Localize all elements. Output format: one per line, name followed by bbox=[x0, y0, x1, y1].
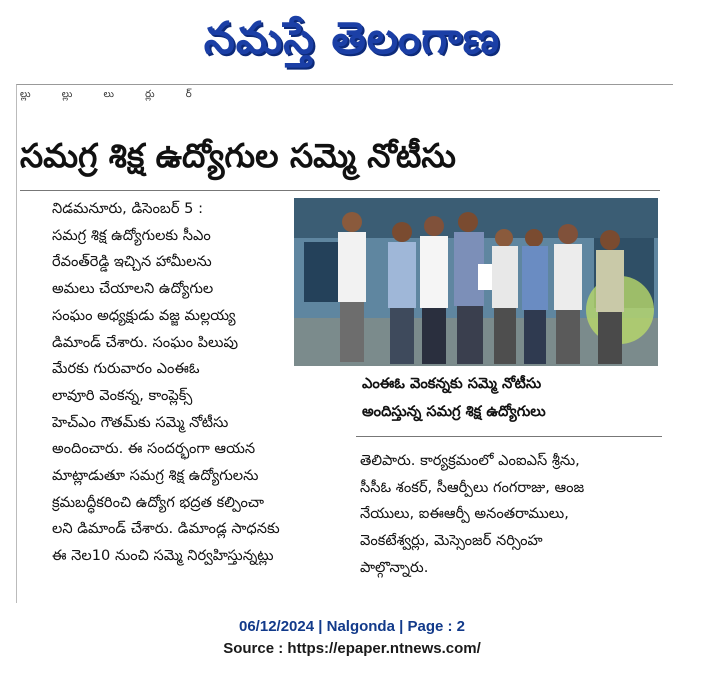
article-line: డిమాండ్ చేశారు. సంఘం పిలుపు bbox=[52, 333, 239, 351]
caption-line: ఎంఈఓ వెంకన్నకు సమ్మె నోటీసు bbox=[362, 375, 542, 392]
caption-divider bbox=[356, 436, 662, 437]
article-line: తెలిపారు. కార్యక్రమంలో ఎంఐఎస్ శ్రీను, bbox=[360, 452, 580, 469]
article-line: ఈ నెల10 నుంచి సమ్మె నిర్వహిస్తున్నట్లు bbox=[52, 547, 274, 565]
article-line: హెచ్‌ఎం గౌతమ్‌కు సమ్మె నోటీసు bbox=[52, 413, 229, 431]
article-line: క్రమబద్ధీకరించి ఉద్యోగ భద్రత కల్పించా bbox=[52, 493, 264, 511]
clipping-footer bbox=[0, 616, 704, 660]
previous-article-cut-line bbox=[20, 88, 660, 102]
article-line: అందించారు. ఈ సందర్భంగా ఆయన bbox=[52, 440, 256, 458]
article-line: సంఘం అధ్యక్షుడు వజ్జ మల్లయ్య bbox=[52, 306, 236, 324]
article-line: మేరకు గురువారం ఎంఈఓ bbox=[52, 360, 200, 378]
article-line: లావూరి వెంకన్న, కాంప్లెక్స్ bbox=[52, 386, 193, 404]
edition-info: 06/12/2024 | Nalgonda | Page : 2 bbox=[239, 618, 465, 635]
group-photo-image bbox=[294, 198, 658, 366]
article-line: నిడమనూరు, డిసెంబర్ 5 : bbox=[52, 200, 203, 217]
article-body-right bbox=[360, 448, 660, 582]
article-line: సమగ్ర శిక్ష ఉద్యోగులకు సీఎం bbox=[52, 226, 211, 244]
article-line: పాల్గొన్నారు. bbox=[360, 558, 429, 576]
article-line: మాట్లాడుతూ సమగ్ర శిక్ష ఉద్యోగులను bbox=[52, 467, 259, 485]
article-line: లని డిమాండ్ చేశారు. డిమాండ్ల సాధనకు bbox=[52, 520, 280, 538]
article-line: వెంకటేశ్వర్లు, మెస్సెంజర్ నర్సింహ bbox=[360, 532, 543, 550]
group-photo-illustration bbox=[294, 198, 658, 366]
article-line: అమలు చేయాలని ఉద్యోగుల bbox=[52, 280, 214, 298]
source-link[interactable]: Source : https://epaper.ntnews.com/ bbox=[223, 640, 481, 657]
headline-divider bbox=[20, 190, 660, 191]
newspaper-logo: నమస్తే తెలంగాణ bbox=[203, 13, 501, 64]
article-line: సీసీఓ శంకర్, సీఆర్పీలు గంగరాజు, ఆంజ bbox=[360, 478, 585, 496]
caption-line: అందిస్తున్న సమగ్ర శిక్ష ఉద్యోగులు bbox=[362, 403, 546, 420]
masthead bbox=[0, 0, 704, 78]
article-line: నేయులు, ఐఈఆర్పీ అనంతరాములు, bbox=[360, 505, 569, 523]
article-headline: సమగ్ర శిక్ష ఉద్యోగుల సమ్మె నోటీసు bbox=[20, 136, 456, 175]
cut-line-text: ల్లు ల్లు లు ర్లు ర్ bbox=[20, 89, 206, 100]
photo-caption bbox=[362, 370, 662, 426]
article-line: రేవంత్‌రెడ్డి ఇచ్చిన హామీలను bbox=[52, 253, 212, 271]
